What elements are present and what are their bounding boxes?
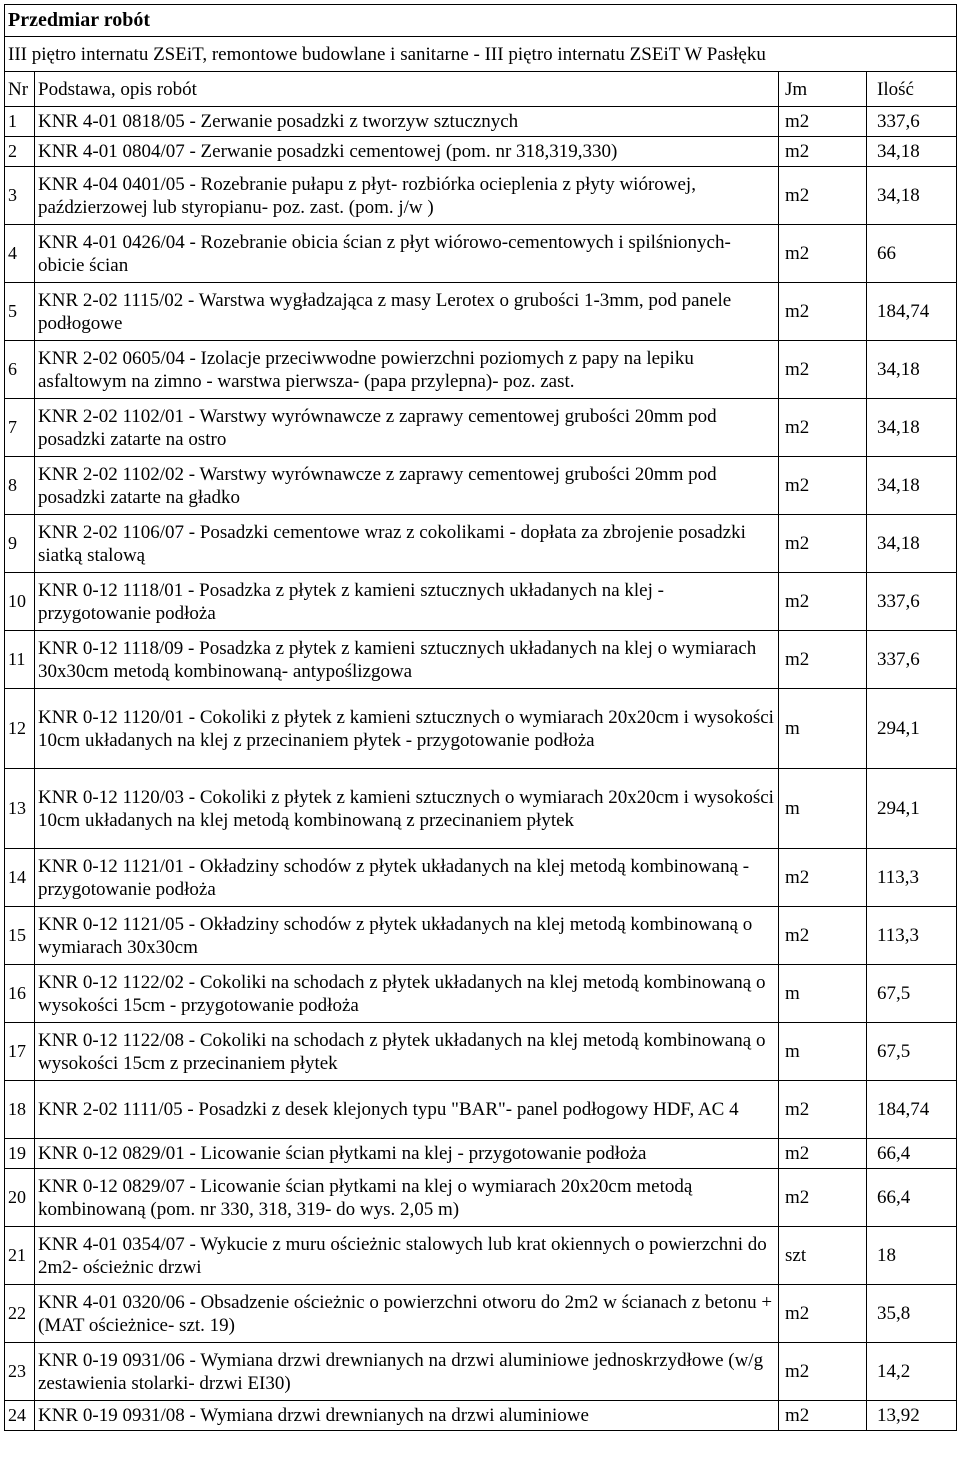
cell-desc: KNR 4-01 0804/07 - Zerwanie posadzki cementowej (pom. nr 318,319,330) [35, 137, 779, 167]
cell-desc: KNR 0-12 1122/02 - Cokoliki na schodach z płytek układanych na klej metodą kombinowaną o wysokości 15cm - przygotowanie podłoża [35, 965, 779, 1023]
cell-jm: m2 [779, 1139, 867, 1169]
cell-qty: 34,18 [867, 515, 957, 573]
header-row [5, 72, 957, 107]
cell-desc: KNR 4-01 0818/05 - Zerwanie posadzki z tworzyw sztucznych [35, 107, 779, 137]
column-header-nr: Nr [5, 72, 35, 107]
cell-nr: 22 [5, 1285, 35, 1343]
cell-nr: 2 [5, 137, 35, 167]
cell-nr: 24 [5, 1401, 35, 1431]
cell-jm: m [779, 689, 867, 769]
cell-qty: 184,74 [867, 283, 957, 341]
cell-jm: m2 [779, 107, 867, 137]
cell-desc: KNR 0-12 0829/01 - Licowanie ścian płytkami na klej - przygotowanie podłoża [35, 1139, 779, 1169]
cell-desc: KNR 2-02 1115/02 - Warstwa wygładzająca z masy Lerotex o grubości 1-3mm, pod panele podłogowe [35, 283, 779, 341]
cell-nr: 21 [5, 1227, 35, 1285]
cell-jm: m2 [779, 341, 867, 399]
table-row [5, 225, 957, 283]
cell-qty: 18 [867, 1227, 957, 1285]
cell-desc: KNR 0-12 1118/09 - Posadzka z płytek z kamieni sztucznych układanych na klej o wymiarach 30x30cm metodą kombinowaną- antypoślizgowa [35, 631, 779, 689]
column-header-jm: Jm [779, 72, 867, 107]
table-body [5, 5, 957, 1431]
cell-jm: m2 [779, 849, 867, 907]
cell-qty: 14,2 [867, 1343, 957, 1401]
table-row [5, 1343, 957, 1401]
cell-qty: 113,3 [867, 907, 957, 965]
cell-jm: m [779, 769, 867, 849]
cell-jm: m2 [779, 515, 867, 573]
table-row [5, 1081, 957, 1139]
document-title: Przedmiar robót [5, 5, 957, 37]
cell-qty: 67,5 [867, 965, 957, 1023]
cell-qty: 34,18 [867, 167, 957, 225]
table-row [5, 849, 957, 907]
cell-nr: 1 [5, 107, 35, 137]
cell-desc: KNR 0-12 1120/01 - Cokoliki z płytek z kamieni sztucznych o wymiarach 20x20cm i wysokości 10cm układanych na klej z przecinaniem płytek - przygotowanie podłoża [35, 689, 779, 769]
table-row [5, 1169, 957, 1227]
cell-qty: 35,8 [867, 1285, 957, 1343]
cell-nr: 9 [5, 515, 35, 573]
cell-jm: m2 [779, 137, 867, 167]
cell-desc: KNR 0-12 1121/01 - Okładziny schodów z płytek układanych na klej metodą kombinowaną - przygotowanie podłoża [35, 849, 779, 907]
table-row [5, 1139, 957, 1169]
cell-jm: m2 [779, 573, 867, 631]
cell-jm: m2 [779, 907, 867, 965]
cell-qty: 34,18 [867, 457, 957, 515]
cell-nr: 8 [5, 457, 35, 515]
table-row [5, 573, 957, 631]
cell-nr: 5 [5, 283, 35, 341]
cell-nr: 3 [5, 167, 35, 225]
cell-jm: m2 [779, 631, 867, 689]
cell-desc: KNR 0-19 0931/06 - Wymiana drzwi drewnianych na drzwi aluminiowe jednoskrzydłowe (w/g zestawienia stolarki- drzwi EI30) [35, 1343, 779, 1401]
cell-nr: 18 [5, 1081, 35, 1139]
table-row [5, 1285, 957, 1343]
cell-qty: 34,18 [867, 137, 957, 167]
cell-nr: 17 [5, 1023, 35, 1081]
quantity-table [4, 4, 957, 1431]
cell-desc: KNR 2-02 1102/01 - Warstwy wyrównawcze z zaprawy cementowej grubości 20mm pod posadzki zatarte na ostro [35, 399, 779, 457]
table-row [5, 283, 957, 341]
column-header-qty: Ilość [867, 72, 957, 107]
cell-jm: m2 [779, 1401, 867, 1431]
cell-nr: 12 [5, 689, 35, 769]
cell-desc: KNR 2-02 1102/02 - Warstwy wyrównawcze z zaprawy cementowej grubości 20mm pod posadzki zatarte na gładko [35, 457, 779, 515]
cell-nr: 4 [5, 225, 35, 283]
cell-desc: KNR 0-19 0931/08 - Wymiana drzwi drewnianych na drzwi aluminiowe [35, 1401, 779, 1431]
cell-nr: 15 [5, 907, 35, 965]
cell-nr: 23 [5, 1343, 35, 1401]
cell-qty: 34,18 [867, 399, 957, 457]
cell-jm: m2 [779, 399, 867, 457]
cell-desc: KNR 2-02 1111/05 - Posadzki z desek klejonych typu "BAR"- panel podłogowy HDF, AC 4 [35, 1081, 779, 1139]
cell-nr: 14 [5, 849, 35, 907]
cell-desc: KNR 2-02 1106/07 - Posadzki cementowe wraz z cokolikami - dopłata za zbrojenie posadzki siatką stalową [35, 515, 779, 573]
cell-desc: KNR 4-01 0320/06 - Obsadzenie ościeżnic o powierzchni otworu do 2m2 w ścianach z betonu + (MAT ościeżnice- szt. 19) [35, 1285, 779, 1343]
table-row [5, 515, 957, 573]
cell-qty: 66,4 [867, 1139, 957, 1169]
title-row [5, 5, 957, 37]
cell-jm: m2 [779, 1169, 867, 1227]
table-row [5, 457, 957, 515]
cell-nr: 10 [5, 573, 35, 631]
cell-jm: m2 [779, 1285, 867, 1343]
table-row [5, 689, 957, 769]
table-row [5, 769, 957, 849]
cell-desc: KNR 4-01 0354/07 - Wykucie z muru ościeżnic stalowych lub krat okiennych o powierzchni do 2m2- ościeżnic drzwi [35, 1227, 779, 1285]
cell-desc: KNR 0-12 1120/03 - Cokoliki z płytek z kamieni sztucznych o wymiarach 20x20cm i wysokości 10cm układanych na klej metodą kombinowaną z przecinaniem płytek [35, 769, 779, 849]
cell-desc: KNR 2-02 0605/04 - Izolacje przeciwwodne powierzchni poziomych z papy na lepiku asfaltowym na zimno - warstwa pierwsza- (papa przylepna)- poz. zast. [35, 341, 779, 399]
cell-jm: m2 [779, 225, 867, 283]
cell-nr: 7 [5, 399, 35, 457]
table-row [5, 167, 957, 225]
cell-jm: m2 [779, 1343, 867, 1401]
cell-qty: 67,5 [867, 1023, 957, 1081]
table-row [5, 341, 957, 399]
cell-jm: m [779, 965, 867, 1023]
document-subtitle: III piętro internatu ZSEiT, remontowe budowlane i sanitarne - III piętro internatu ZSEiT W Pasłęku [5, 37, 957, 72]
cell-jm: m [779, 1023, 867, 1081]
cell-jm: szt [779, 1227, 867, 1285]
subtitle-row [5, 37, 957, 72]
table-row [5, 399, 957, 457]
cell-nr: 19 [5, 1139, 35, 1169]
cell-qty: 113,3 [867, 849, 957, 907]
cell-qty: 337,6 [867, 107, 957, 137]
cell-qty: 34,18 [867, 341, 957, 399]
cell-qty: 66 [867, 225, 957, 283]
cell-qty: 337,6 [867, 631, 957, 689]
table-row [5, 107, 957, 137]
cell-nr: 20 [5, 1169, 35, 1227]
table-row [5, 1401, 957, 1431]
cell-desc: KNR 0-12 1118/01 - Posadzka z płytek z kamieni sztucznych układanych na klej - przygotowanie podłoża [35, 573, 779, 631]
table-row [5, 1023, 957, 1081]
cell-qty: 184,74 [867, 1081, 957, 1139]
cell-jm: m2 [779, 1081, 867, 1139]
cell-desc: KNR 4-01 0426/04 - Rozebranie obicia ścian z płyt wiórowo-cementowych i spilśnionych- obicie ścian [35, 225, 779, 283]
cell-nr: 11 [5, 631, 35, 689]
table-row [5, 137, 957, 167]
column-header-desc: Podstawa, opis robót [35, 72, 779, 107]
cell-jm: m2 [779, 167, 867, 225]
cell-qty: 294,1 [867, 769, 957, 849]
cell-desc: KNR 4-04 0401/05 - Rozebranie pułapu z płyt- rozbiórka ocieplenia z płyty wiórowej, paździerzowej lub styropianu- poz. zast. (pom. j/w ) [35, 167, 779, 225]
document [4, 4, 956, 1431]
table-row [5, 907, 957, 965]
cell-nr: 13 [5, 769, 35, 849]
cell-qty: 294,1 [867, 689, 957, 769]
table-row [5, 1227, 957, 1285]
cell-desc: KNR 0-12 1122/08 - Cokoliki na schodach z płytek układanych na klej metodą kombinowaną o wysokości 15cm z przecinaniem płytek [35, 1023, 779, 1081]
cell-jm: m2 [779, 457, 867, 515]
table-row [5, 631, 957, 689]
cell-qty: 66,4 [867, 1169, 957, 1227]
cell-jm: m2 [779, 283, 867, 341]
cell-desc: KNR 0-12 0829/07 - Licowanie ścian płytkami na klej o wymiarach 20x20cm metodą kombinowaną (pom. nr 330, 318, 319- do wys. 2,05 m) [35, 1169, 779, 1227]
cell-desc: KNR 0-12 1121/05 - Okładziny schodów z płytek układanych na klej metodą kombinowaną o wymiarach 30x30cm [35, 907, 779, 965]
cell-qty: 13,92 [867, 1401, 957, 1431]
table-row [5, 965, 957, 1023]
cell-nr: 16 [5, 965, 35, 1023]
cell-nr: 6 [5, 341, 35, 399]
cell-qty: 337,6 [867, 573, 957, 631]
